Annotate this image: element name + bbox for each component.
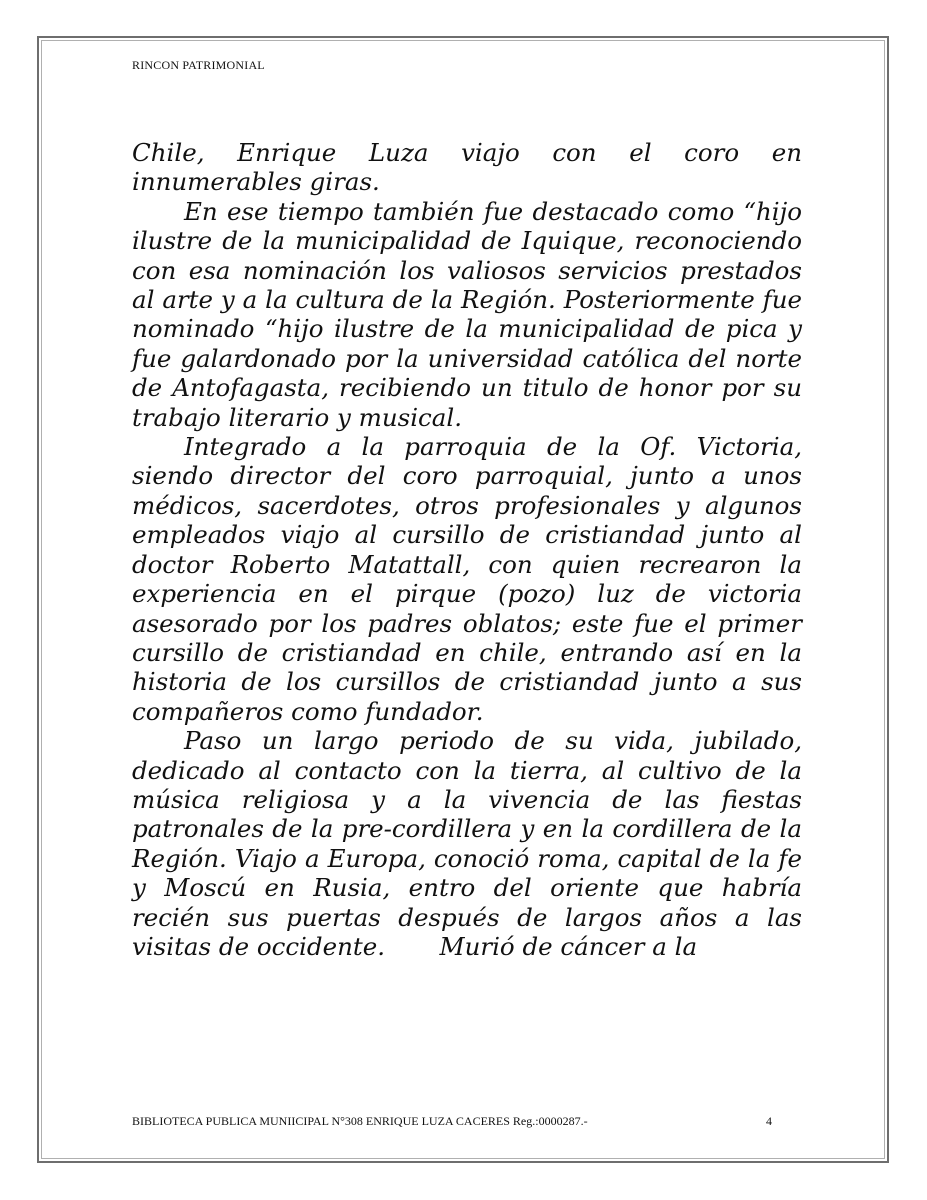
paragraph: Paso un largo periodo de su vida, jubilado, dedicado al contacto con la tierra, al cultivo de la música religiosa y a la vivencia de las fiestas patronales de la pre-cordillera y en la cordillera de la Región. Viajo a Europa, conoció roma, capital de la fe y Moscú en Rusia, entro del oriente que habría recién sus puertas después de largos años a las visitas de occidente. Murió de cáncer a la: [132, 726, 810, 961]
footer-library-line: BIBLIOTECA PUBLICA MUNIICIPAL N°308 ENRIQUE LUZA CACERES Reg.:0000287.-: [132, 1114, 588, 1128]
page-footer: [132, 1114, 802, 1129]
paragraph: Integrado a la parroquia de la Of. Victoria, siendo director del coro parroquial, junto a unos médicos, sacerdotes, otros profesionales y algunos empleados viajo al cursillo de cristiandad junto al doctor Roberto Matattall, con quien recrearon la experiencia en el pirque (pozo) luz de victoria asesorado por los padres oblatos; este fue el primer cursillo de cristiandad en chile, entrando así en la historia de los cursillos de cristiandad junto a sus compañeros como fundador.: [132, 432, 802, 726]
running-header: RINCON PATRIMONIAL: [132, 58, 265, 72]
paragraph: Chile, Enrique Luza viajo con el coro en innumerables giras.: [132, 138, 802, 197]
paragraph: En ese tiempo también fue destacado como “hijo ilustre de la municipalidad de Iquique, reconociendo con esa nominación los valiosos servicios prestados al arte y a la cultura de la Región. Posteriormente fue nominado “hijo ilustre de la municipalidad de pica y fue galardonado por la universidad católica del norte de Antofagasta, recibiendo un titulo de honor por su trabajo literario y musical.: [132, 196, 802, 432]
document-page: [37, 36, 889, 1163]
page-number: 4: [766, 1114, 772, 1128]
body-text: [132, 138, 810, 961]
